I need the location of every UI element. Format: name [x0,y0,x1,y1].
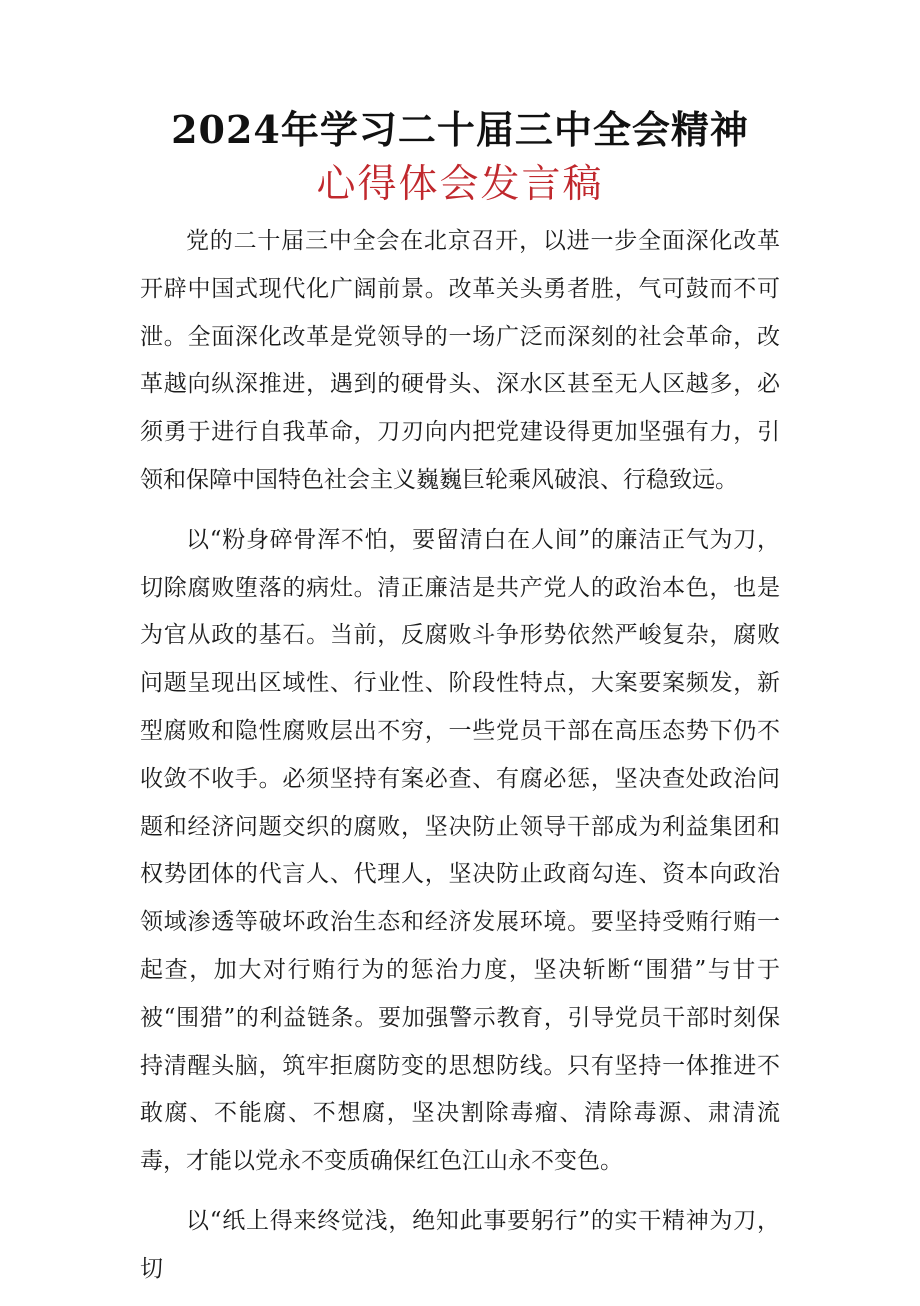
document-body [140,218,780,1306]
paragraph-2: 以“粉身碎骨浑不怕，要留清白在人间”的廉洁正气为刀，切除腐败堕落的病灶。清正廉洁是共产党人的政治本色，也是为官从政的基石。当前，反腐败斗争形势依然严峻复杂，腐败问题呈现出区域性、行业性、阶段性特点，大案要案频发，新型腐败和隐性腐败层出不穷，一些党员干部在高压态势下仍不收敛不收手。必须坚持有案必查、有腐必惩，坚决查处政治问题和经济问题交织的腐败，坚决防止领导干部成为利益集团和权势团体的代言人、代理人，坚决防止政商勾连、资本向政治领域渗透等破坏政治生态和经济发展环境。要坚持受贿行贿一起查，加大对行贿行为的惩治力度，坚决斩断“围猎”与甘于被“围猎”的利益链条。要加强警示教育，引导党员干部时刻保持清醒头脑，筑牢拒腐防变的思想防线。只有坚持一体推进不敢腐、不能腐、不想腐，坚决割除毒瘤、清除毒源、肃清流毒，才能以党永不变质确保红色江山永不变色。 [140,526,780,1175]
document-title: 2024年学习二十届三中全会精神 [171,107,749,152]
document-subtitle: 心得体会发言稿 [316,162,604,207]
paragraph-3: 以“纸上得来终觉浅，绝知此事要躬行”的实干精神为刀，切 [140,1207,780,1282]
paragraph-1: 党的二十届三中全会在北京召开，以进一步全面深化改革开辟中国式现代化广阔前景。改革关头勇者胜，气可鼓而不可泄。全面深化改革是党领导的一场广泛而深刻的社会革命，改革越向纵深推进，遇到的硬骨头、深水区甚至无人区越多，必须勇于进行自我革命，刀刃向内把党建设得更加坚强有力，引领和保障中国特色社会主义巍巍巨轮乘风破浪、行稳致远。 [140,228,780,493]
